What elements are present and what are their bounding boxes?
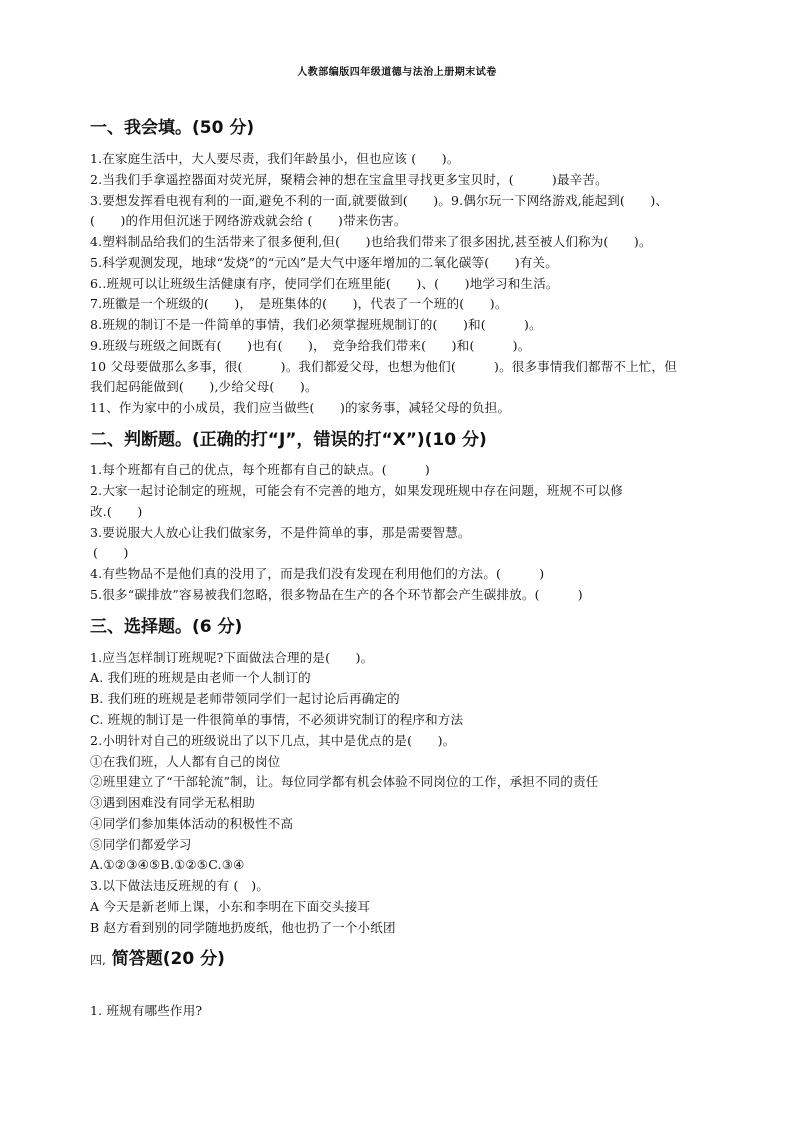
- section1-line: 7.班徽是一个班级的( )， 是班集体的( )，代表了一个班的( )。: [90, 296, 508, 311]
- section1-line: 8.班规的制订不是一件简单的事情，我们必须掌握班规制订的( )和( )。: [90, 317, 542, 332]
- section1-line: 4.塑料制品给我们的生活带来了很多便利,但( )也给我们带来了很多困扰,甚至被人们称为( )。: [90, 234, 652, 249]
- section1-line: ( )的作用但沉迷于网络游戏就会给 ( )带来伤害。: [90, 213, 407, 228]
- section3-line: ⑤同学们都爱学习: [90, 837, 192, 852]
- section1-heading: 一、我会填。(50 分): [90, 118, 255, 138]
- section1-line: 11、作为家中的小成员，我们应当做些( )的家务事，减轻父母的负担。: [90, 400, 511, 415]
- section3-line: ③遇到困难没有同学无私相助: [90, 795, 256, 810]
- section2-line: 1.每个班都有自己的优点，每个班都有自己的缺点。( ): [90, 462, 430, 477]
- section3-line: ④同学们参加集体活动的积极性不高: [90, 816, 294, 831]
- section4-heading: [90, 944, 225, 969]
- section2-line: 5.很多“碳排放”容易被我们忽略，很多物品在生产的各个环节都会产生碳排放。( ): [90, 587, 583, 602]
- section3-line: C. 班规的制订是一件很简单的事情，不必须讲究制订的程序和方法: [90, 712, 464, 727]
- section2-line: 3.要说服大人放心让我们做家务，不是件简单的事，那是需要智慧。: [90, 525, 471, 540]
- exam-title: 人教部编版四年级道德与法治上册期末试卷: [297, 67, 497, 78]
- section1-line: 10 父母要做那么多事，很( )。我们都爱父母，也想为他们( )。很多事情我们都帮不上忙，但: [90, 359, 677, 374]
- section3-line: 3.以下做法违反班规的有 ( )。: [90, 878, 270, 893]
- section2-line: ( ): [93, 545, 129, 560]
- section2-line: 4.有些物品不是他们真的没用了，而是我们没有发现在利用他们的方法。( ): [90, 566, 545, 581]
- section1-line: 1.在家庭生活中，大人要尽责，我们年龄虽小，但也应该 ( )。: [90, 151, 460, 166]
- section3-line: A. 我们班的班规是由老师一个人制订的: [90, 670, 311, 685]
- section1-line: 3.要想发挥看电视有利的一面,避免不利的一面,就要做到( )。9.偶尔玩一下网络游戏,能起到( )、: [90, 193, 669, 208]
- section1-line: 我们起码能做到( ),少给父母( )。: [90, 379, 318, 394]
- section4-line: 1. 班规有哪些作用?: [90, 1003, 203, 1018]
- section3-line: B. 我们班的班规是老师带领同学们一起讨论后再确定的: [90, 691, 400, 706]
- section1-line: 6..班规可以让班级生活健康有序，使同学们在班里能( )、( )地学习和生活。: [90, 276, 559, 291]
- section3-line: A 今天是新老师上课，小东和李明在下面交头接耳: [90, 899, 371, 914]
- section1-line: 9.班级与班级之间既有( )也有( )， 竞争给我们带来( )和( )。: [90, 338, 531, 353]
- section3-line: 1.应当怎样制订班规呢?下面做法合理的是( )。: [90, 650, 374, 665]
- section1-line: 2.当我们手拿遥控器面对荧光屏，聚精会神的想在宝盒里寻找更多宝贝时，( )最辛苦。: [90, 172, 608, 187]
- section3-line: ①在我们班，人人都有自己的岗位: [90, 754, 281, 769]
- section3-line: A.①②③④⑤B.①②⑤C.③④: [90, 857, 245, 872]
- section4-heading-text: 简答题(20 分): [111, 949, 225, 969]
- section2-heading: 二、判断题。(正确的打“J”，错误的打“X”)(10 分): [90, 430, 487, 450]
- section3-line: B 赵方看到别的同学随地扔废纸，他也扔了一个小纸团: [90, 920, 396, 935]
- section4-heading-prefix: 四,: [90, 953, 106, 967]
- section3-heading: 三、选择题。(6 分): [90, 617, 243, 637]
- section3-line: ②班里建立了“干部轮流”制，让。每位同学都有机会体验不同岗位的工作，承担不同的责任: [90, 774, 599, 789]
- section2-line: 改.( ): [90, 504, 143, 519]
- section1-line: 5.科学观测发现，地球“发烧”的“元凶”是大气中逐年增加的二氧化碳等( )有关。: [90, 255, 558, 270]
- section2-line: 2.大家一起讨论制定的班规，可能会有不完善的地方，如果发现班规中存在问题，班规不可以修: [90, 483, 624, 498]
- section3-line: 2.小明针对自己的班级说出了以下几点，其中是优点的是( )。: [90, 733, 456, 748]
